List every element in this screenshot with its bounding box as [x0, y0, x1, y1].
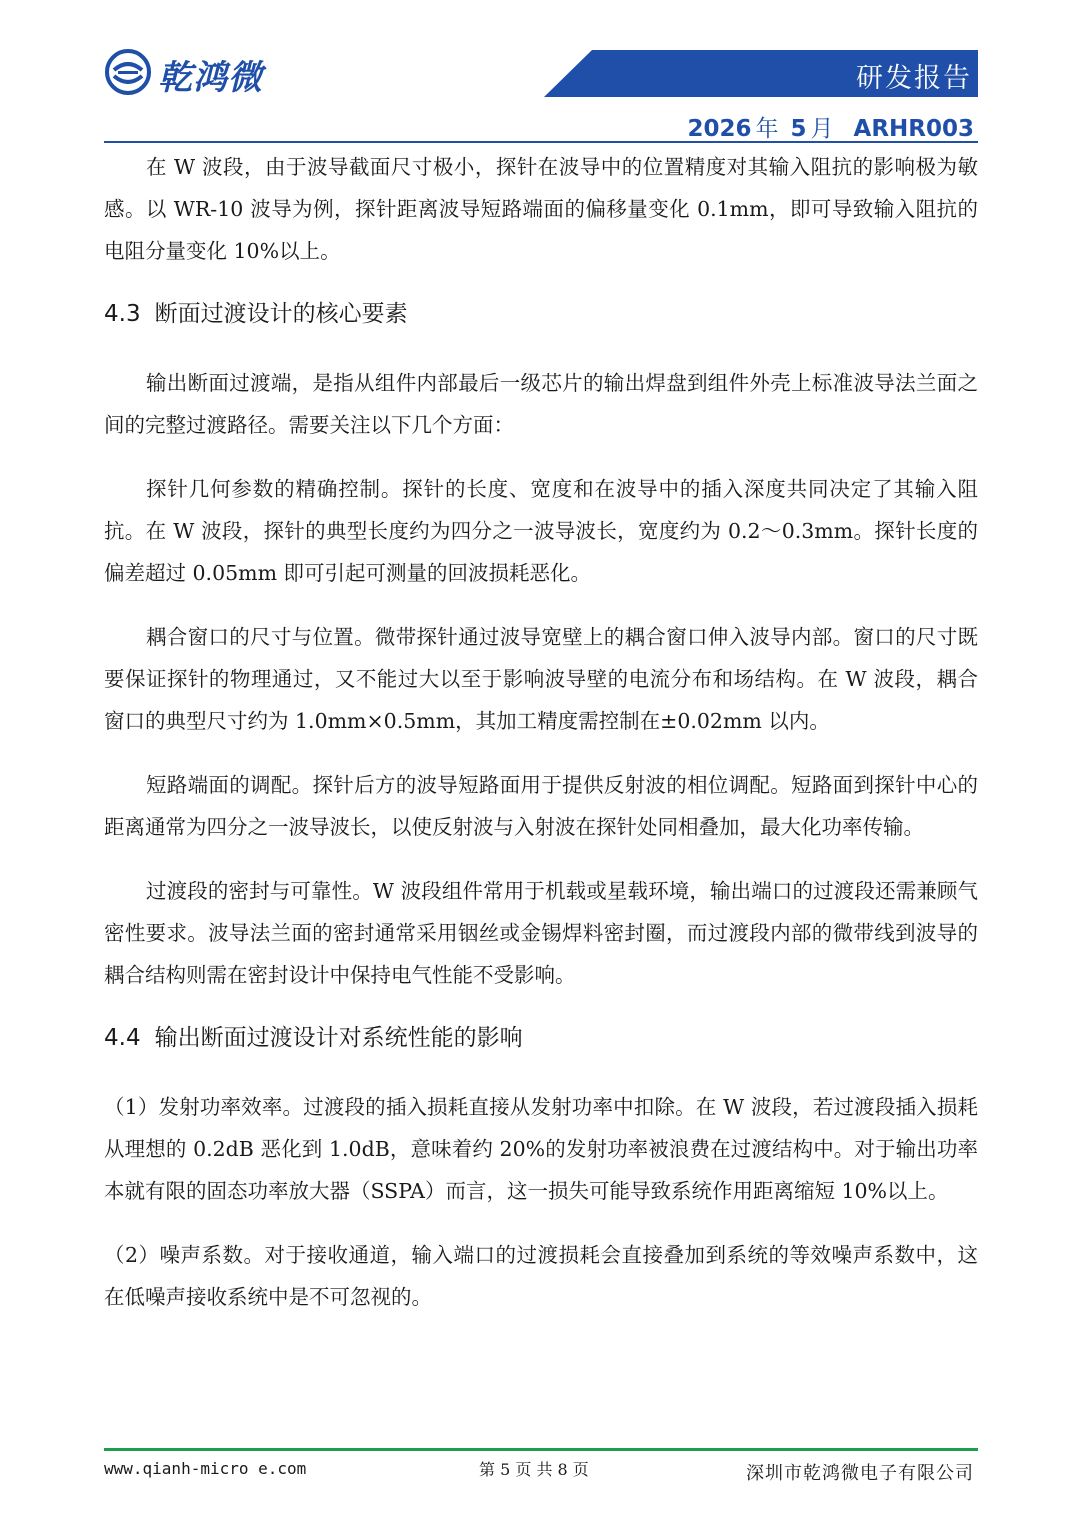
section-title: 输出断面过渡设计对系统性能的影响 [154, 1025, 523, 1051]
footer-divider [104, 1448, 978, 1451]
report-month: 5 [790, 116, 807, 142]
report-code: ARHR003 [853, 116, 974, 142]
paragraph: （2）噪声系数。对于接收通道，输入端口的过渡损耗会直接叠加到系统的等效噪声系数中，这在低噪声接收系统中是不可忽视的。 [104, 1243, 978, 1309]
logo-text: 乾鸿微 [158, 58, 263, 98]
section-number: 4.3 [104, 301, 141, 327]
section-heading-4-3 [104, 294, 978, 334]
page-header [0, 0, 1080, 150]
footer-website: www.qianh-micro e.com [104, 1459, 307, 1478]
paragraph: 在 W 波段，由于波导截面尺寸极小，探针在波导中的位置精度对其输入阻抗的影响极为敏感。以 WR-10 波导为例，探针距离波导短路端面的偏移量变化 0.1mm，即可导致输入阻抗的电阻分量变化 10%以上。 [104, 155, 978, 263]
year-unit: 年 [755, 116, 779, 142]
paragraph: 短路端面的调配。探针后方的波导短路面用于提供反射波的相位调配。短路面到探针中心的距离通常为四分之一波导波长，以使反射波与入射波在探针处同相叠加，最大化功率传输。 [104, 773, 978, 839]
paragraph: 耦合窗口的尺寸与位置。微带探针通过波导宽壁上的耦合窗口伸入波导内部。窗口的尺寸既要保证探针的物理通过，又不能过大以至于影响波导壁的电流分布和场结构。在 W 波段，耦合窗口的典型尺寸约为 1.0mm×0.5mm，其加工精度需控制在±0.02mm 以内。 [104, 625, 978, 733]
qianhong-logo-icon [104, 48, 152, 96]
paragraph: （1）发射功率效率。过渡段的插入损耗直接从发射功率中扣除。在 W 波段，若过渡段插入损耗从理想的 0.2dB 恶化到 1.0dB，意味着约 20%的发射功率被浪费在过渡结构中。对于输出功率本就有限的固态功率放大器（SSPA）而言，这一损失可能导致系统作用距离缩短 10%以上。 [104, 1095, 978, 1203]
report-meta [685, 110, 976, 143]
company-logo [104, 48, 274, 98]
paragraph: 过渡段的密封与可靠性。W 波段组件常用于机载或星载环境，输出端口的过渡段还需兼顾气密性要求。波导法兰面的密封通常采用铟丝或金锡焊料密封圈，而过渡段内部的微带线到波导的耦合结构则需在密封设计中保持电气性能不受影响。 [104, 879, 978, 987]
document-body [104, 146, 978, 1340]
footer-page-number: 第 5 页 共 8 页 [479, 1460, 589, 1479]
section-title: 断面过渡设计的核心要素 [154, 301, 408, 327]
report-type-label: 研发报告 [856, 63, 972, 94]
section-number: 4.4 [104, 1025, 141, 1051]
month-unit: 月 [810, 116, 834, 142]
section-heading-4-4 [104, 1018, 978, 1058]
page-footer [104, 1448, 978, 1485]
paragraph: 探针几何参数的精确控制。探针的长度、宽度和在波导中的插入深度共同决定了其输入阻抗。在 W 波段，探针的典型长度约为四分之一波导波长，宽度约为 0.2～0.3mm。探针长度的偏差超过 0.05mm 即可引起可测量的回波损耗恶化。 [104, 477, 978, 585]
report-year: 2026 [687, 116, 752, 142]
footer-company: 深圳市乾鸿微电子有限公司 [746, 1463, 974, 1484]
paragraph: 输出断面过渡端，是指从组件内部最后一级芯片的输出焊盘到组件外壳上标准波导法兰面之间的完整过渡路径。需要关注以下几个方面： [104, 371, 978, 437]
